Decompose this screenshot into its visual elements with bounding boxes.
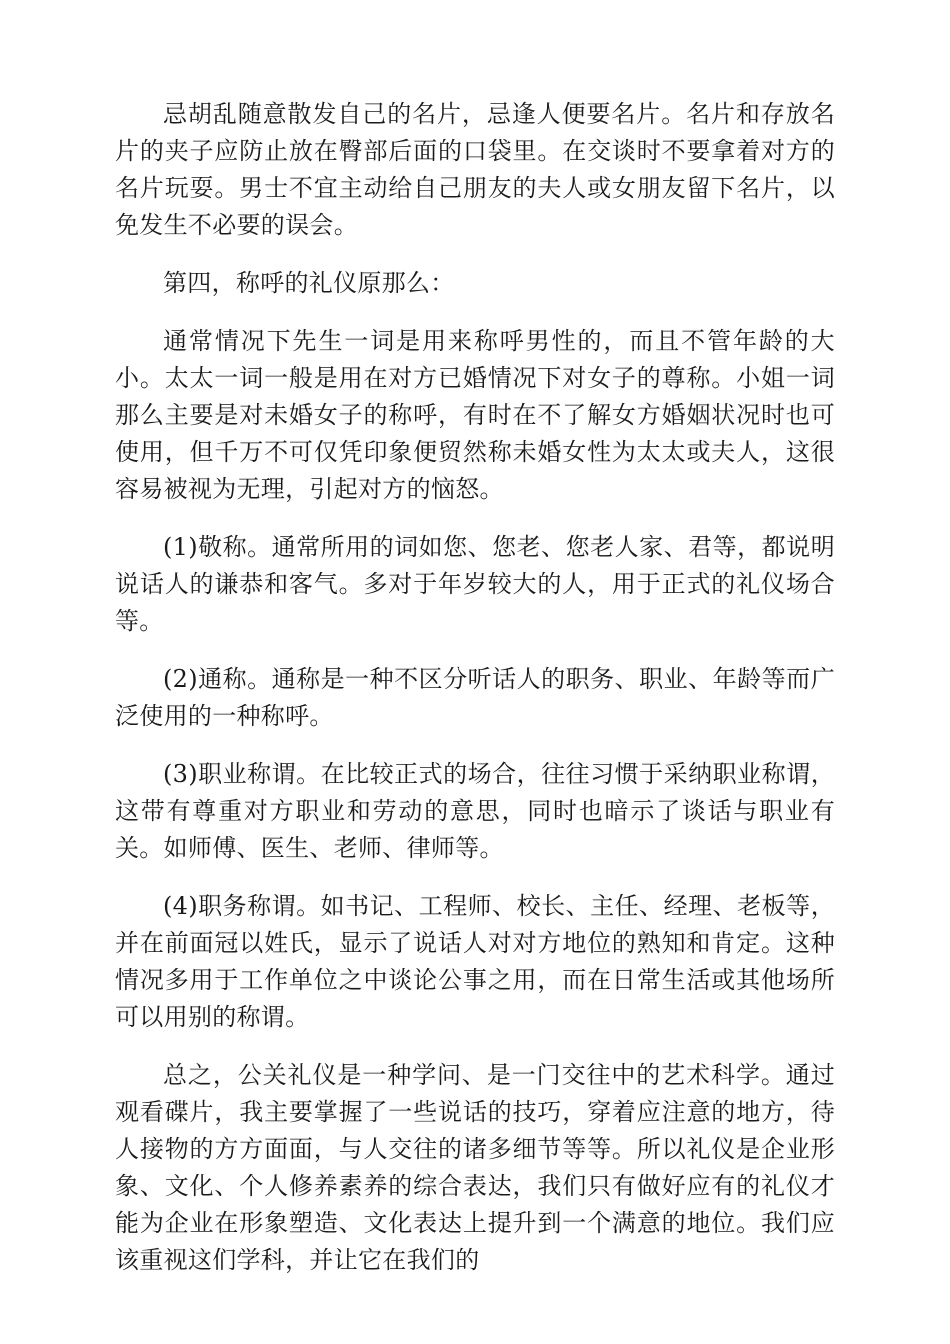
paragraph-occupation-title: (3)职业称谓。在比较正式的场合，往往习惯于采纳职业称谓，这带有尊重对方职业和劳动的意思，同时也暗示了谈话与职业有关。如师傅、医生、老师、律师等。 (115, 760, 835, 862)
paragraph-position-title: (4)职务称谓。如书记、工程师、校长、主任、经理、老板等，并在前面冠以姓氏，显示了说话人对对方地位的熟知和肯定。这种情况多用于工作单位之中谈论公事之用，而在日常生活或其他场所可以用别的称谓。 (115, 892, 835, 1031)
paragraph-conclusion: 总之，公关礼仪是一种学问、是一门交往中的艺术科学。通过观看碟片，我主要掌握了一些说话的技巧，穿着应注意的地方，待人接物的方方面面，与人交往的诸多细节等等。所以礼仪是企业形象、文化、个人修养素养的综合表达，我们只有做好应有的礼仪才能为企业在形象塑造、文化表达上提升到一个满意的地位。我们应该重视这们学科，并让它在我们的 (115, 1061, 835, 1274)
paragraph-business-card-etiquette: 忌胡乱随意散发自己的名片，忌逢人便要名片。名片和存放名片的夹子应防止放在臀部后面的口袋里。在交谈时不要拿着对方的名片玩耍。男士不宜主动给自己朋友的夫人或女朋友留下名片，以免发生不必要的误会。 (115, 100, 835, 239)
paragraph-general-title: (2)通称。通称是一种不区分听话人的职务、职业、年龄等而广泛使用的一种称呼。 (115, 665, 835, 730)
paragraph-honorific: (1)敬称。通常所用的词如您、您老、您老人家、君等，都说明说话人的谦恭和客气。多对于年岁较大的人，用于正式的礼仪场合等。 (115, 533, 835, 635)
paragraph-address-heading: 第四，称呼的礼仪原那么： (163, 269, 455, 297)
document-page (115, 96, 835, 1300)
paragraph-address-general: 通常情况下先生一词是用来称呼男性的，而且不管年龄的大小。太太一词一般是用在对方已婚情况下对女子的尊称。小姐一词那么主要是对未婚女子的称呼，有时在不了解女方婚姻状况时也可使用，但千万不可仅凭印象便贸然称未婚女性为太太或夫人，这很容易被视为无理，引起对方的恼怒。 (115, 327, 835, 503)
